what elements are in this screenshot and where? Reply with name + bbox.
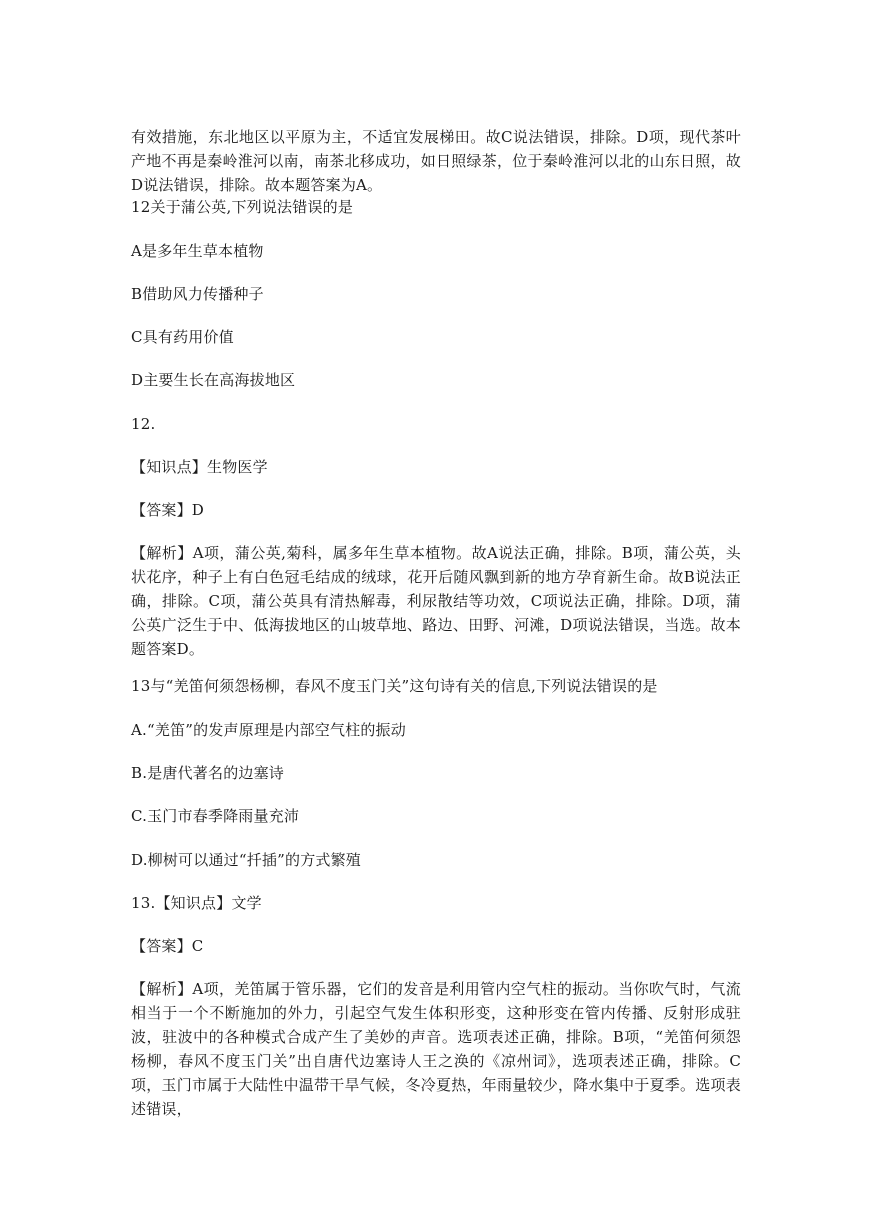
- question-13-option-a: A.“羌笛”的发声原理是内部空气柱的振动: [131, 721, 406, 739]
- question-12-option-a: A是多年生草本植物: [131, 242, 264, 260]
- answer-12-answer: 【答案】D: [131, 501, 205, 519]
- answer-12-explanation: 【解析】A项，蒲公英,菊科，属多年生草本植物。故A说法正确，排除。B项，蒲公英，头状花序，种子上有白色冠毛结成的绒球，花开后随风飘到新的地方孕育新生命。故B说法正确，排除。C项，蒲公英具有清热解毒，利尿散结等功效，C项说法正确，排除。D项，蒲公英广泛生于中、低海拔地区的山坡草地、路边、田野、河滩，D项说法错误，当选。故本题答案D。: [131, 544, 741, 658]
- answer-13-explanation: 【解析】A项，羌笛属于管乐器，它们的发音是利用管内空气柱的振动。当你吹气时，气流相当于一个不断施加的外力，引起空气发生体积形变，这种形变在管内传播、反射形成驻波，驻波中的各种模式合成产生了美妙的声音。选项表述正确，排除。B项，“羌笛何须怨杨柳，春风不度玉门关”出自唐代边塞诗人王之涣的《凉州词》，选项表述正确，排除。C项，玉门市属于大陆性中温带干旱气候，冬冷夏热，年雨量较少，降水集中于夏季。选项表述错误，: [131, 980, 741, 1118]
- answer-13-answer: 【答案】C: [131, 937, 204, 955]
- answer-13-knowledge-point: 13.【知识点】文学: [131, 894, 262, 912]
- question-12-option-c: C具有药用价值: [131, 328, 234, 346]
- question-12: 12关于蒲公英,下列说法错误的是: [131, 198, 354, 216]
- paragraph-prev-explanation-tail: 有效措施，东北地区以平原为主，不适宜发展梯田。故C说法错误，排除。D项，现代茶叶产地不再是秦岭淮河以南，南茶北移成功，如日照绿茶，位于秦岭淮河以北的山东日照，故D说法错误，排除。故本题答案为A。: [131, 128, 741, 194]
- question-13-option-b: B.是唐代著名的边塞诗: [131, 764, 284, 782]
- question-13: 13与“羌笛何须怨杨柳，春风不度玉门关”这句诗有关的信息,下列说法错误的是: [131, 677, 658, 695]
- question-12-option-d: D主要生长在高海拔地区: [131, 371, 296, 389]
- question-13-option-c: C.玉门市春季降雨量充沛: [131, 807, 300, 825]
- answer-12-knowledge-point: 【知识点】生物医学: [131, 458, 268, 476]
- question-13-option-d: D.柳树可以通过“扦插”的方式繁殖: [131, 851, 361, 869]
- question-12-option-b: B借助风力传播种子: [131, 285, 264, 303]
- answer-12-number: 12.: [131, 415, 156, 433]
